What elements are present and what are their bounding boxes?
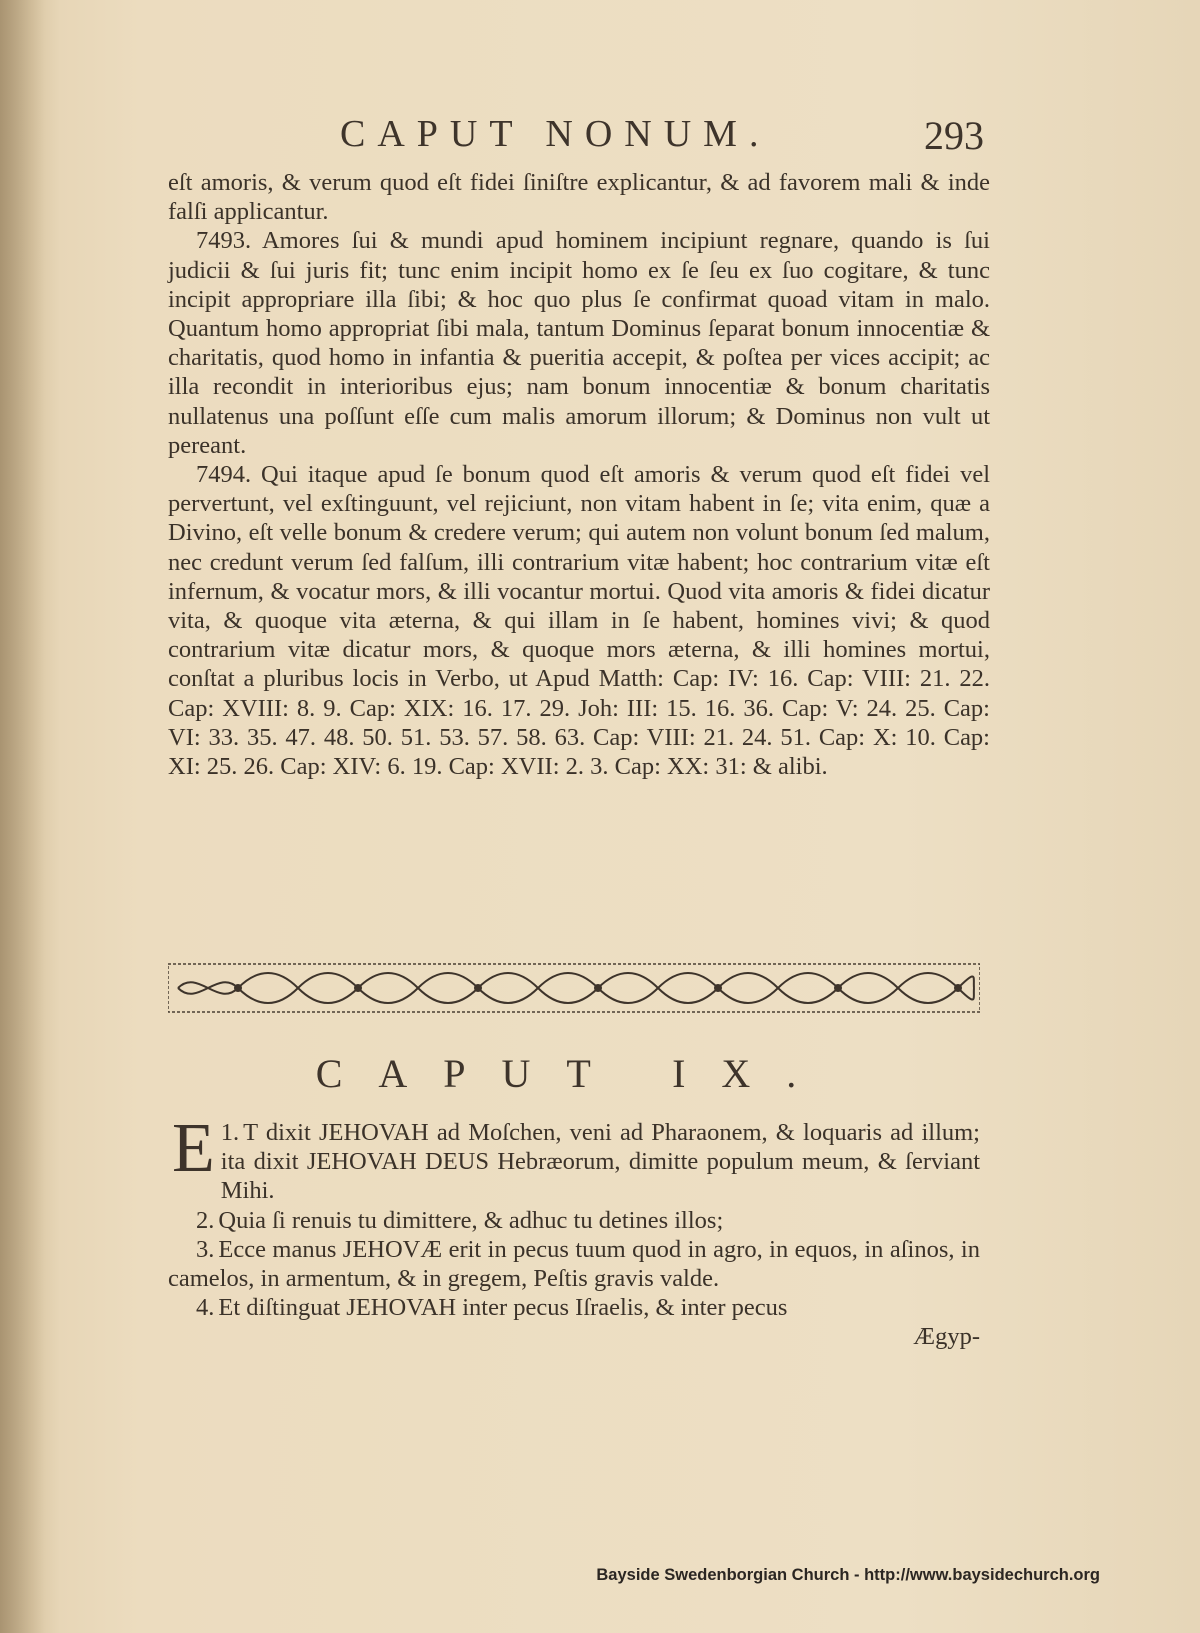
chapter-heading: CAPUT IX. bbox=[315, 1051, 833, 1096]
drop-capital: E bbox=[172, 1110, 215, 1187]
gutter-shadow bbox=[0, 0, 45, 1633]
verse-text: Quia ſi renuis tu dimittere, & adhuc tu detines illos; bbox=[218, 1206, 724, 1234]
paragraph-7493: 7493. Amores ſui & mundi apud hominem incipiunt regnare, quando is ſui judicii & ſui juris fit; tunc enim incipit homo ex ſe ſeu ex ſuo cogitare, & tunc incipit appropriare illa ſibi; & hoc quo plus ſe confirmat quoad vitam in malo. Quantum homo appropriat ſibi mala, tantum Dominus ſeparat bonum innocentiæ & charitatis, quod homo in infantia & pueritia accepit, & poſtea per vices accipit; ac illa recondit in interioribus ejus; nam bonum innocentiæ & bonum charitatis nullatenus una poſſunt eſſe cum malis amorum illorum; & Dominus non vult ut pereant. bbox=[168, 227, 990, 459]
verse-2 bbox=[168, 1206, 980, 1235]
verse-text: Ecce manus JEHOVÆ erit in pecus tuum quod in agro, in equos, in aſinos, in camelos, in armentum, & in gregem, Peſtis gravis valde. bbox=[168, 1235, 980, 1293]
verse-number: 1. bbox=[220, 1119, 240, 1146]
verse-4 bbox=[168, 1293, 980, 1322]
running-head bbox=[172, 112, 984, 162]
verse-1 bbox=[168, 1110, 980, 1206]
catchword: Ægyp- bbox=[913, 1323, 980, 1351]
verse-3 bbox=[168, 1235, 980, 1293]
verse-text: T dixit JEHOVAH ad Moſchen, veni ad Pharaonem, & loquaris ad illum; ita dixit JEHOVAH DEUS Hebræorum, dimitte populum meum, & ſerviant Mihi. bbox=[220, 1119, 980, 1205]
running-title: CAPUT NONUM. bbox=[340, 113, 771, 155]
verse-number: 2. bbox=[196, 1206, 215, 1234]
continued-paragraph: eſt amoris, & verum quod eſt fidei ſiniſtre explicantur, & ad favorem mali & inde falſi applicantur. bbox=[168, 169, 990, 226]
page-number: 293 bbox=[924, 113, 984, 158]
main-text bbox=[168, 168, 990, 781]
paragraph-7494: 7494. Qui itaque apud ſe bonum quod eſt amoris & verum quod eſt fidei vel pervertunt, vel exſtinguunt, vel rejiciunt, non vitam habent in ſe; vita enim, quæ a Divino, eſt velle bonum & credere verum; qui autem non volunt bonum ſed malum, nec credunt verum ſed falſum, illi contrarium vitæ habent; hoc contrarium vitæ eſt infernum, & vocatur mors, & illi vocantur mortui. Quod vita amoris & fidei dicatur vita, & quoque vita æterna, & qui illam in ſe habent, homines vivi; & quod contrarium vitæ dicatur mors, & quoque mors æterna, & illi homines mortui, conſtat a pluribus locis in Verbo, ut Apud Matth: Cap: IV: 16. Cap: VIII: 21. 22. Cap: XVIII: 8. 9. Cap: XIX: 16. 17. 29. Joh: III: 15. 16. 36. Cap: V: 24. 25. Cap: VI: 33. 35. 47. 48. 50. 51. 53. 57. 58. 63. Cap: VIII: 21. 24. 51. Cap: X: 10. Cap: XI: 25. 26. Cap: XIV: 6. 19. Cap: XVII: 2. 3. Cap: XX: 31: & alibi. bbox=[168, 461, 990, 781]
verse-number: 4. bbox=[196, 1294, 215, 1322]
headpiece-ornament bbox=[168, 962, 980, 1014]
website-watermark: Bayside Swedenborgian Church - http://www.baysidechurch.org bbox=[596, 1566, 1100, 1584]
verse-text: Et diſtinguat JEHOVAH inter pecus Iſraelis, & inter pecus bbox=[218, 1294, 788, 1322]
verses bbox=[168, 1110, 980, 1352]
verse-number: 3. bbox=[196, 1235, 215, 1263]
